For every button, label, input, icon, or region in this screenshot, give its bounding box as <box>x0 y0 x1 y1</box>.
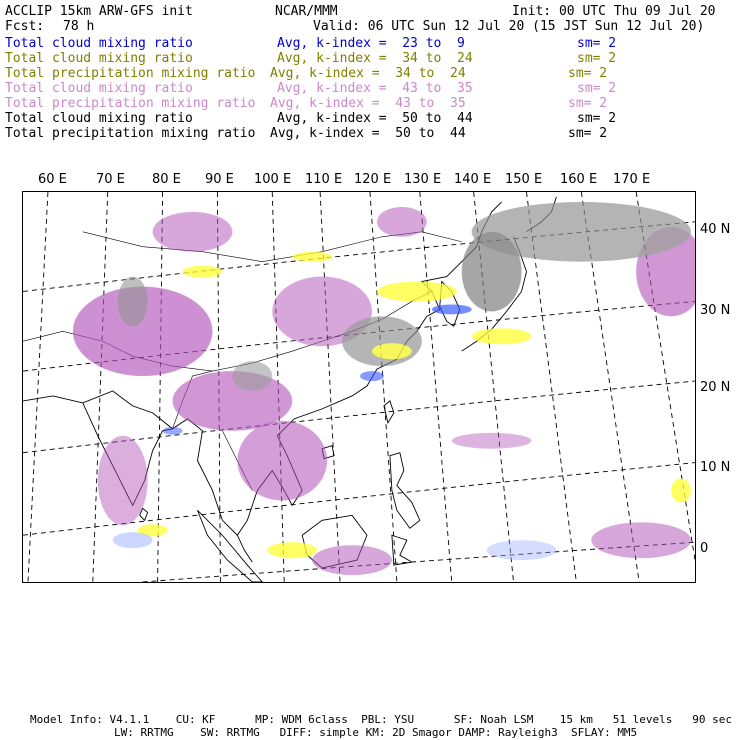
lon-label: 130 E <box>404 172 442 187</box>
legend-smoothing: sm= 2 <box>568 96 608 111</box>
legend-range: Avg, k-index = 23 to 9 <box>277 36 465 51</box>
legend-smoothing: sm= 2 <box>577 36 617 51</box>
lon-label: 70 E <box>96 172 125 187</box>
lat-label: 10 N <box>700 460 731 475</box>
lon-label: 120 E <box>354 172 392 187</box>
legend-range: Avg, k-index = 50 to 44 <box>270 126 466 141</box>
lon-label: 60 E <box>38 172 67 187</box>
lon-label: 140 E <box>454 172 492 187</box>
legend-smoothing: sm= 2 <box>568 126 608 141</box>
legend-name: Total precipitation mixing ratio <box>5 66 256 81</box>
legend-name: Total precipitation mixing ratio <box>5 96 256 111</box>
map-panel <box>22 191 696 583</box>
init-time: Init: 00 UTC Thu 09 Jul 20 <box>512 4 716 19</box>
fcst-label: Fcst: <box>5 19 45 34</box>
fcst-value: 78 h <box>63 19 95 34</box>
model-info-line2: LW: RRTMG SW: RRTMG DIFF: simple KM: 2D Smagor DAMP: Rayleigh3 SFLAY: MM5 <box>114 726 638 739</box>
legend-smoothing: sm= 2 <box>568 66 608 81</box>
legend-range: Avg, k-index = 34 to 24 <box>270 66 466 81</box>
legend-range: Avg, k-index = 34 to 24 <box>277 51 473 66</box>
legend-range: Avg, k-index = 43 to 35 <box>277 81 473 96</box>
lon-label: 110 E <box>305 172 343 187</box>
valid-time: Valid: 06 UTC Sun 12 Jul 20 (15 JST Sun 12 Jul 20) <box>313 19 705 34</box>
legend-name: Total precipitation mixing ratio <box>5 126 256 141</box>
legend-smoothing: sm= 2 <box>577 51 617 66</box>
lat-label: 30 N <box>700 303 731 318</box>
legend-smoothing: sm= 2 <box>577 81 617 96</box>
lon-label: 100 E <box>254 172 292 187</box>
lon-label: 150 E <box>505 172 543 187</box>
legend-name: Total cloud mixing ratio <box>5 36 193 51</box>
legend-smoothing: sm= 2 <box>577 111 617 126</box>
lat-label: 40 N <box>700 222 731 237</box>
lon-label: 80 E <box>152 172 181 187</box>
legend-name: Total cloud mixing ratio <box>5 111 193 126</box>
lon-label: 170 E <box>613 172 651 187</box>
model-info-line1: Model Info: V4.1.1 CU: KF MP: WDM 6class PBL: YSU SF: Noah LSM 15 km 51 levels 90 sec <box>30 713 732 726</box>
lat-label: 0 <box>700 541 709 556</box>
legend-range: Avg, k-index = 50 to 44 <box>277 111 473 126</box>
model-title: ACCLIP 15km ARW-GFS init <box>5 4 193 19</box>
lon-label: 160 E <box>560 172 598 187</box>
lon-label: 90 E <box>205 172 234 187</box>
center-label: NCAR/MMM <box>275 4 338 19</box>
legend-range: Avg, k-index = 43 to 35 <box>270 96 466 111</box>
legend-name: Total cloud mixing ratio <box>5 51 193 66</box>
legend-name: Total cloud mixing ratio <box>5 81 193 96</box>
lat-label: 20 N <box>700 380 731 395</box>
